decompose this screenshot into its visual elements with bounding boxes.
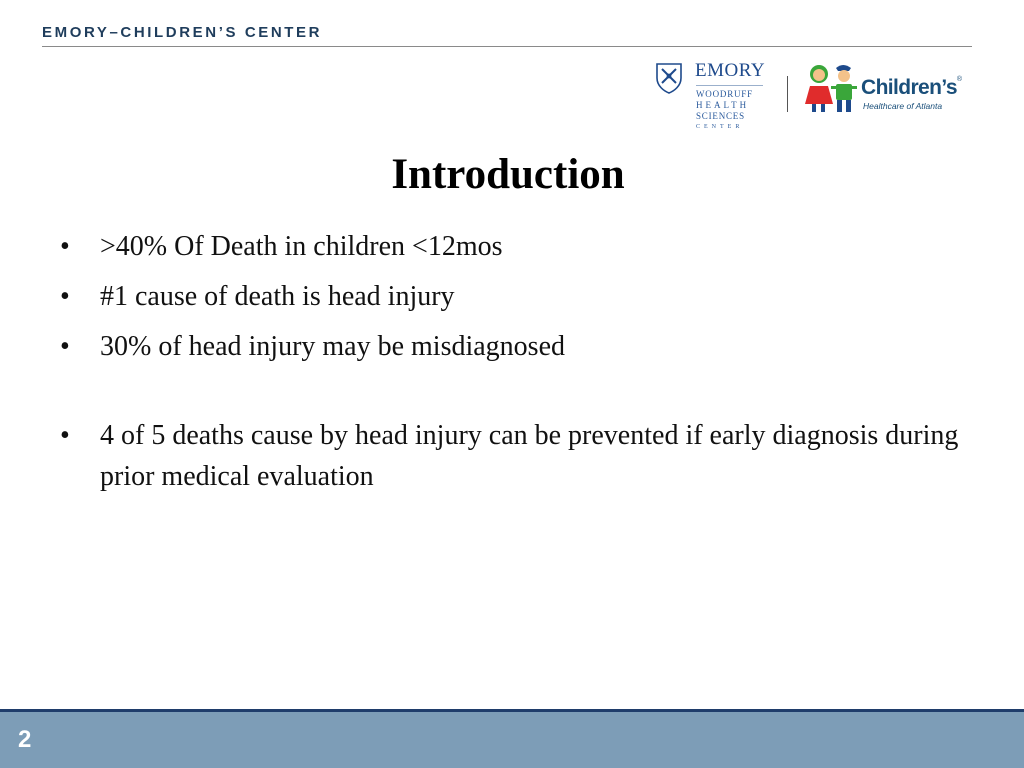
childrens-logo-tagline: Healthcare of Atlanta [863,101,943,111]
bullet-list [60,226,960,506]
childrens-reg-mark: ® [956,76,962,83]
emory-logo-subtitle [696,89,753,133]
bullet-text: >40% Of Death in children <12mos [100,231,503,262]
logo-area [655,60,975,135]
header-rule [42,46,972,47]
childrens-kids-icon [803,62,865,114]
logo-divider [787,76,788,112]
bullet-text: 30% of head injury may be misdiagnosed [100,331,566,362]
emory-logo-rule [696,85,763,86]
org-title: EMORY–CHILDREN’S CENTER [42,24,323,41]
bullet-marker: • [60,231,70,262]
childrens-logo-wordmark: Children’s [861,76,957,99]
bullet-item-4 [60,415,960,497]
emory-shield-icon [655,62,683,94]
emory-sub-line-4: CENTER [696,124,744,130]
bullet-item-3 [60,326,960,367]
bullet-text: 4 of 5 deaths cause by head injury can be prevented if early diagnosis during prior medical evaluation [100,420,959,492]
bullet-text: #1 cause of death is head injury [100,281,455,312]
footer-bar [0,709,1024,768]
bullet-marker: • [60,420,70,451]
bullet-marker: • [60,331,70,362]
bullet-item-1 [60,226,960,267]
emory-logo-name: EMORY [695,60,766,81]
childrens-logo-name [861,76,961,100]
emory-sub-line-1: WOODRUFF [696,89,753,99]
emory-sub-line-2: HEALTH [696,100,750,110]
slide-title: Introduction [391,151,625,198]
bullet-item-2 [60,276,960,317]
page-number: 2 [18,726,32,753]
emory-sub-line-3: SCIENCES [696,111,745,121]
bullet-marker: • [60,281,70,312]
